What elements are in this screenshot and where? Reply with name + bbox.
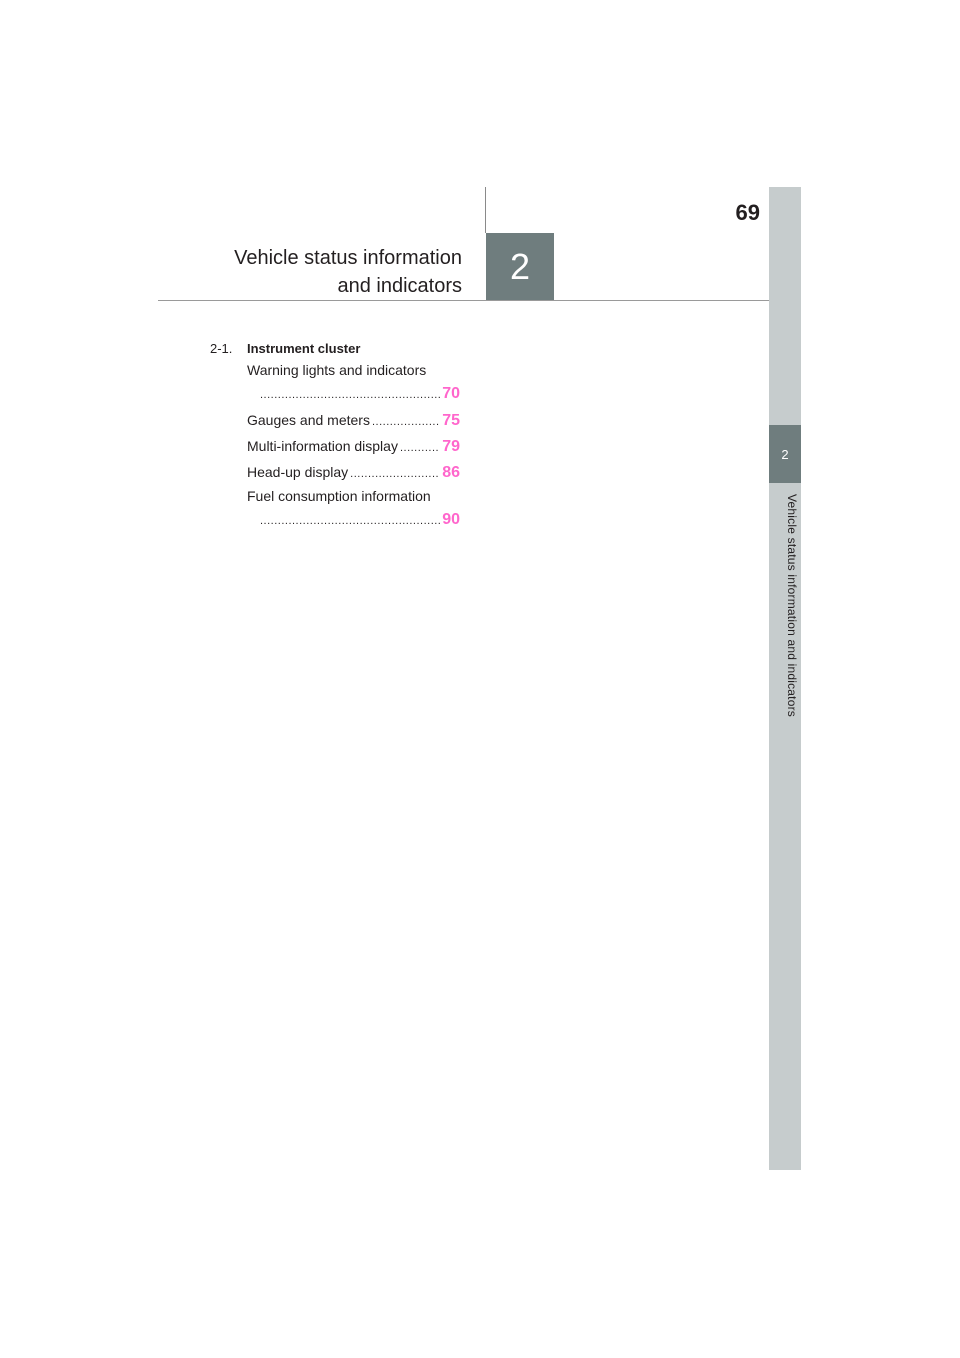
toc-entry-label: Warning lights and indicators	[247, 362, 427, 378]
toc-entry[interactable]	[247, 459, 460, 485]
toc-entry-page[interactable]: 70	[442, 385, 460, 402]
toc-section-number: 2-1.	[210, 341, 233, 356]
toc-entry-label: Fuel consumption information	[247, 488, 431, 504]
toc-entry[interactable]	[247, 485, 460, 533]
header-divider-line	[485, 187, 486, 233]
toc-entry[interactable]	[247, 433, 460, 459]
chapter-number-box	[486, 233, 554, 300]
toc-entry-page[interactable]: 79	[442, 438, 460, 455]
chapter-number: 2	[509, 245, 531, 287]
toc-entry-page[interactable]: 75	[442, 412, 460, 429]
leader-dots	[260, 508, 440, 534]
leader-dots	[350, 461, 440, 487]
page-number: 69	[735, 200, 760, 225]
chapter-title-line1: Vehicle status information	[234, 247, 462, 269]
chapter-title-line2: and indicators	[337, 275, 462, 297]
leader-dots	[260, 382, 440, 408]
chapter-title	[200, 244, 462, 300]
toc-entry-label: Multi-information display	[247, 438, 398, 454]
side-chapter-number: 2	[781, 446, 789, 462]
side-chapter-tab[interactable]	[769, 425, 801, 483]
leader-dots	[400, 435, 440, 461]
toc-entry-page[interactable]: 90	[442, 511, 460, 528]
leader-dots	[372, 409, 440, 435]
toc-entry[interactable]	[247, 359, 460, 407]
toc-entry-label: Gauges and meters	[247, 412, 370, 428]
toc-section-title: Instrument cluster	[247, 341, 361, 356]
toc-entry-label: Head-up display	[247, 464, 349, 480]
side-chapter-label: Vehicle status information and indicators	[785, 494, 799, 717]
toc-section-heading	[210, 339, 460, 359]
header-rule	[158, 300, 770, 301]
table-of-contents	[210, 339, 460, 533]
toc-entry[interactable]	[247, 407, 460, 433]
toc-entry-page[interactable]: 86	[442, 464, 460, 481]
